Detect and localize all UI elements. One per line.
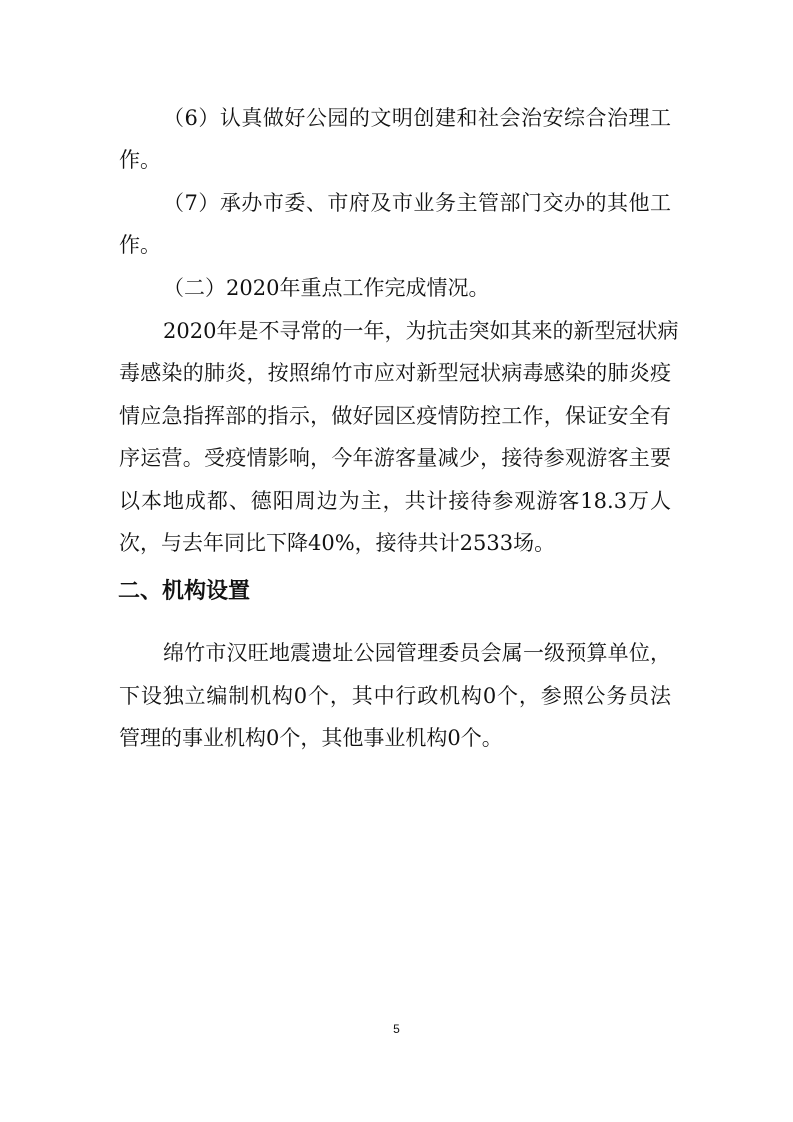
item-7-line-2: 作。	[119, 233, 161, 257]
summary-line-4: 序运营。受疫情影响，今年游客量减少，接待参观游客主要	[119, 446, 671, 470]
page-number: 5	[393, 1022, 400, 1036]
institution-line-3: 管理的事业机构0个，其他事业机构0个。	[119, 726, 503, 750]
item-7-line-1: （7）承办市委、市府及市业务主管部门交办的其他工	[163, 191, 671, 215]
summary-line-6: 次，与去年同比下降40%，接待共计2533场。	[119, 531, 556, 555]
item-6-line-2: 作。	[119, 148, 161, 172]
section-heading-institution: 二、机构设置	[118, 579, 251, 604]
summary-line-1: 2020年是不寻常的一年，为抗击突如其来的新型冠状病	[163, 319, 679, 343]
item-6-line-1: （6）认真做好公园的文明创建和社会治安综合治理工	[163, 106, 671, 130]
summary-line-3: 情应急指挥部的指示，做好园区疫情防控工作，保证安全有	[119, 404, 671, 428]
institution-line-2: 下设独立编制机构0个，其中行政机构0个，参照公务员法	[119, 684, 671, 708]
institution-line-1: 绵竹市汉旺地震遗址公园管理委员会属一级预算单位，	[163, 641, 671, 665]
subheading-2020-work: （二）2020年重点工作完成情况。	[163, 276, 490, 300]
summary-line-5: 以本地成都、德阳周边为主，共计接待参观游客18.3万人	[119, 489, 671, 513]
summary-line-2: 毒感染的肺炎，按照绵竹市应对新型冠状病毒感染的肺炎疫	[119, 361, 671, 385]
